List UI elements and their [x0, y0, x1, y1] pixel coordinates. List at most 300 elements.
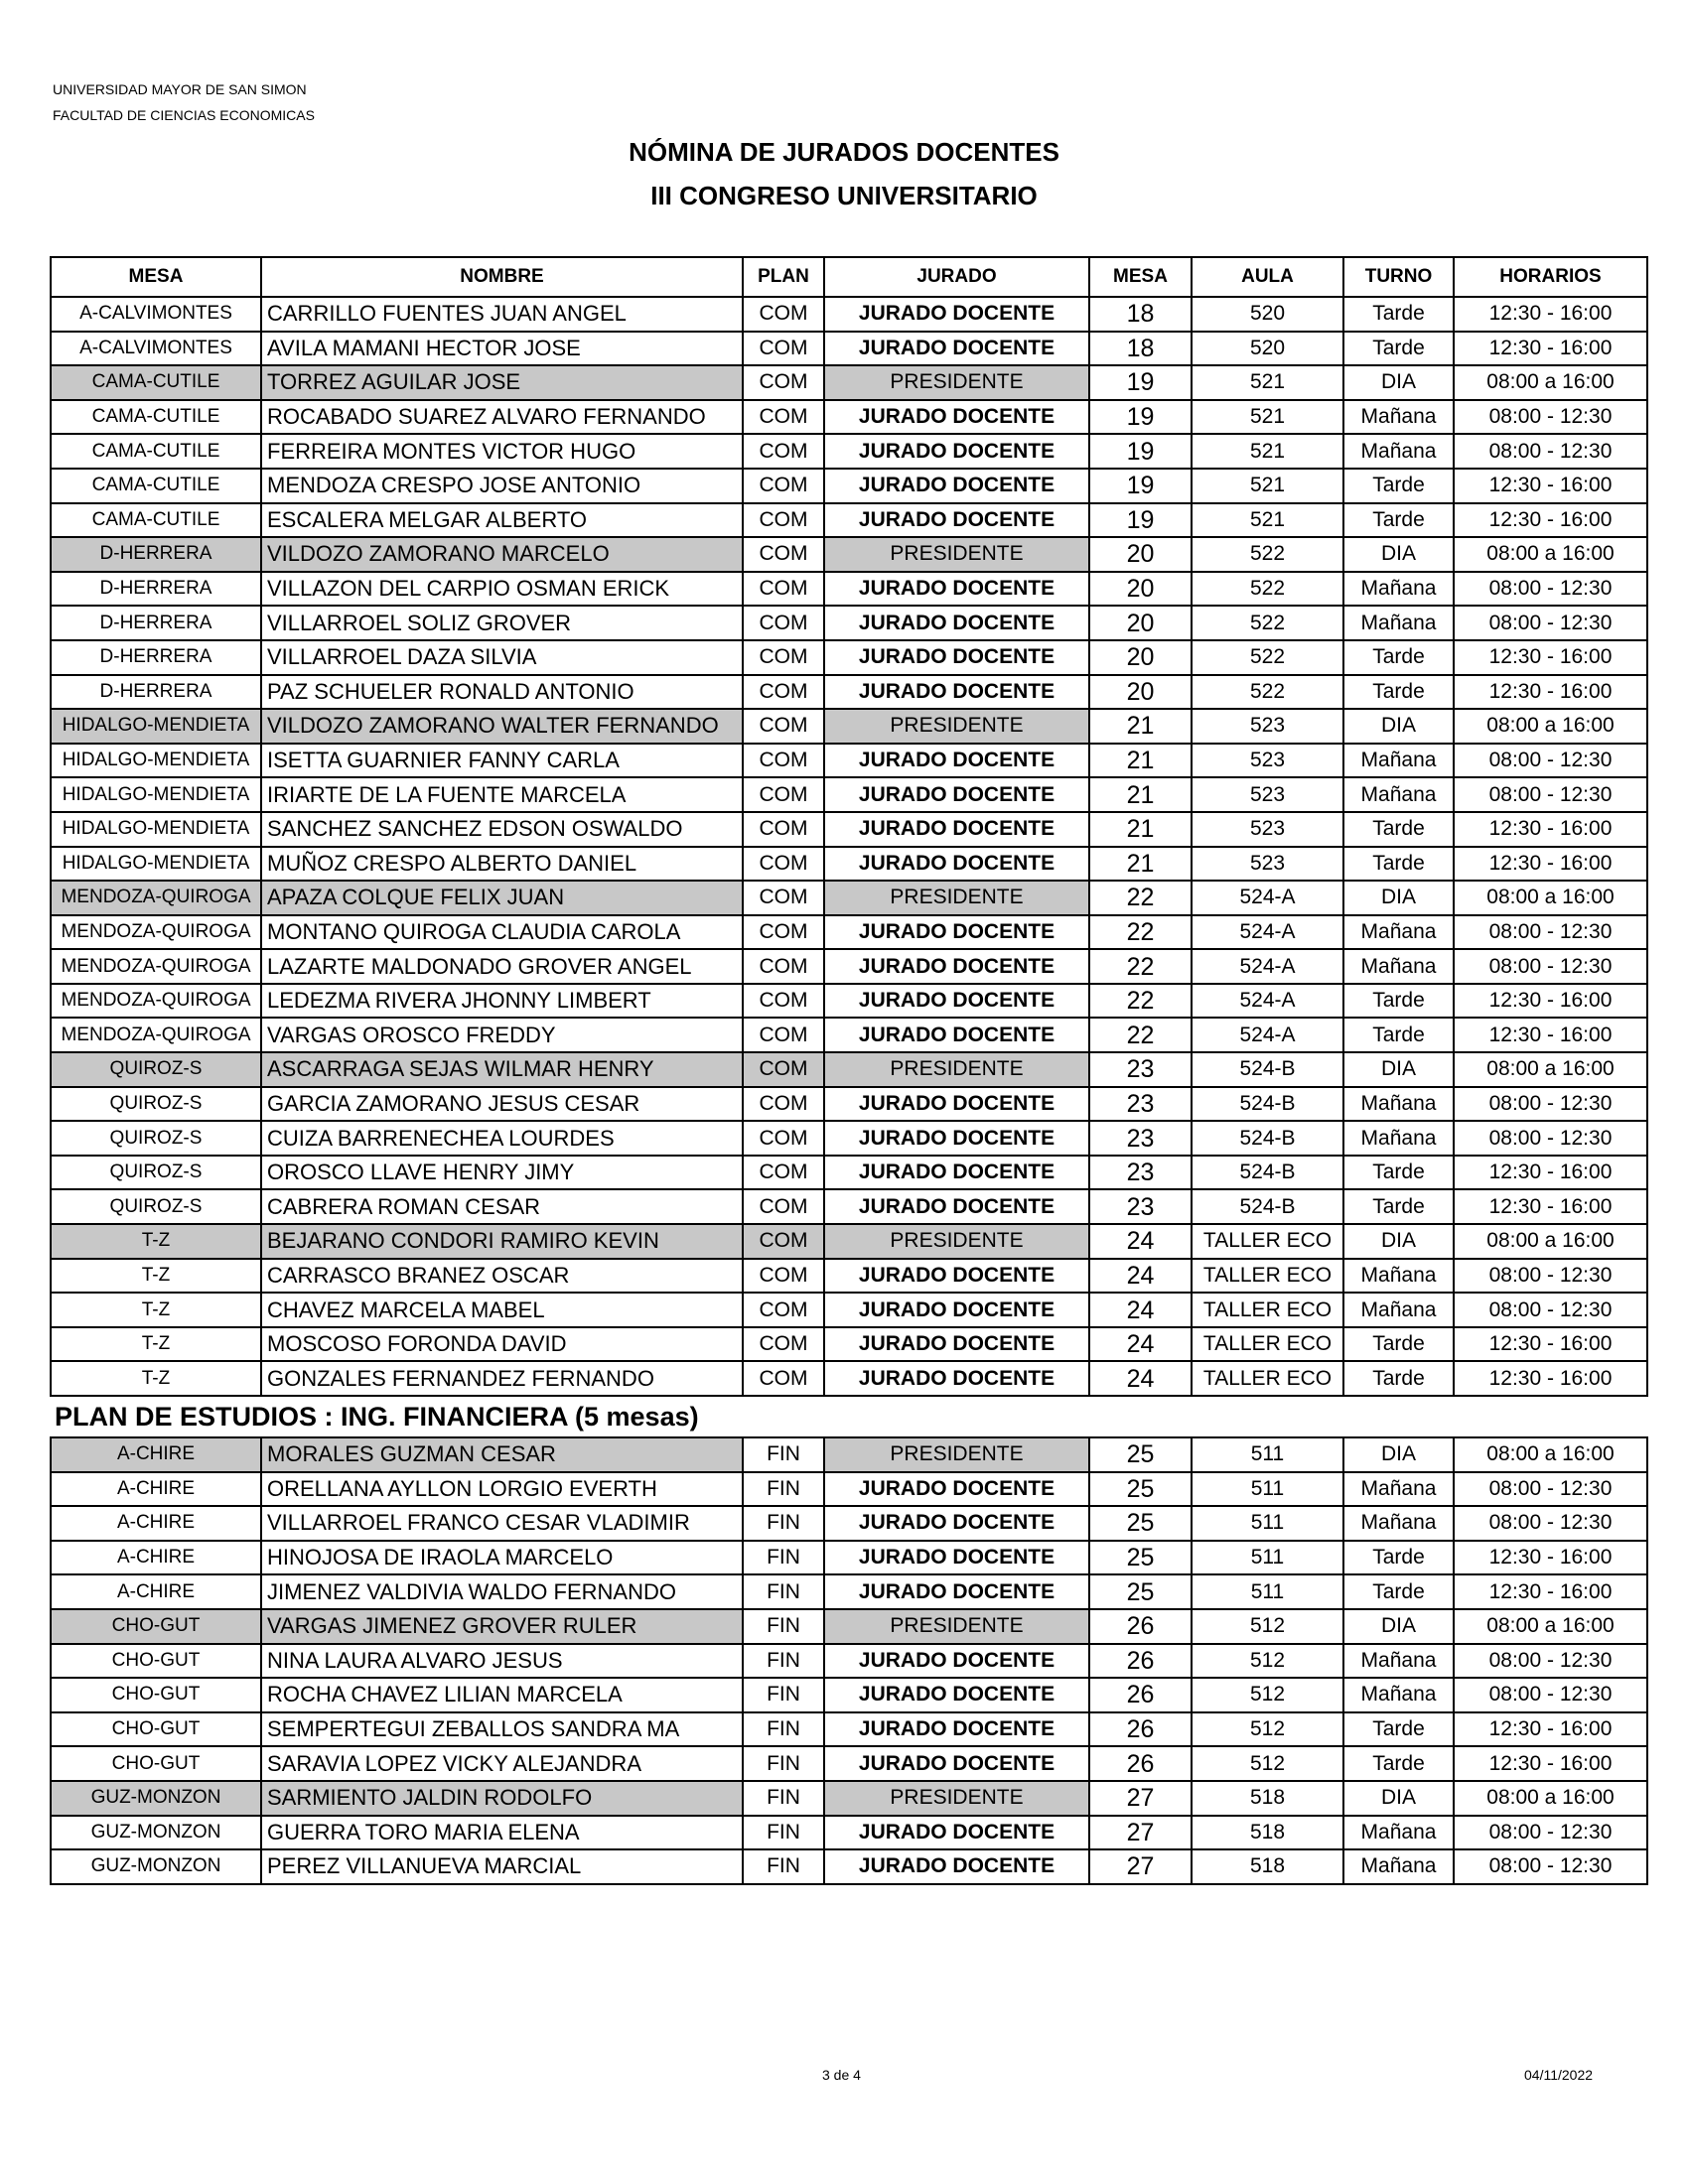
horario-cell: 08:00 - 12:30: [1454, 1678, 1647, 1712]
nombre-cell: VILLARROEL DAZA SILVIA: [261, 640, 743, 675]
horario-cell: 08:00 - 12:30: [1454, 1472, 1647, 1507]
jurados-table: [50, 256, 1648, 1885]
aula-cell: 518: [1192, 1781, 1343, 1816]
jurado-cell: JURADO DOCENTE: [824, 297, 1089, 332]
mesa-cell: D-HERRERA: [51, 640, 261, 675]
horario-cell: 12:30 - 16:00: [1454, 332, 1647, 366]
horario-cell: 08:00 a 16:00: [1454, 881, 1647, 915]
aula-cell: 521: [1192, 503, 1343, 538]
nombre-cell: VILLARROEL FRANCO CESAR VLADIMIR: [261, 1506, 743, 1541]
table-row: [51, 503, 1647, 538]
mesa-number-cell: 18: [1089, 297, 1192, 332]
jurado-cell: JURADO DOCENTE: [824, 1506, 1089, 1541]
turno-cell: Mañana: [1343, 744, 1454, 778]
turno-cell: Tarde: [1343, 1156, 1454, 1190]
plan-cell: COM: [743, 709, 824, 744]
horario-cell: 08:00 a 16:00: [1454, 709, 1647, 744]
nombre-cell: OROSCO LLAVE HENRY JIMY: [261, 1156, 743, 1190]
plan-cell: COM: [743, 915, 824, 950]
mesa-cell: GUZ-MONZON: [51, 1849, 261, 1884]
plan-cell: COM: [743, 365, 824, 400]
turno-cell: Tarde: [1343, 1574, 1454, 1609]
plan-cell: FIN: [743, 1541, 824, 1575]
mesa-cell: QUIROZ-S: [51, 1087, 261, 1122]
nombre-cell: LAZARTE MALDONADO GROVER ANGEL: [261, 949, 743, 984]
institution-name: UNIVERSIDAD MAYOR DE SAN SIMON: [53, 81, 307, 97]
mesa-cell: GUZ-MONZON: [51, 1816, 261, 1850]
aula-cell: 511: [1192, 1541, 1343, 1575]
aula-cell: 511: [1192, 1574, 1343, 1609]
plan-cell: COM: [743, 400, 824, 435]
jurado-cell: JURADO DOCENTE: [824, 1678, 1089, 1712]
table-row: [51, 984, 1647, 1019]
horario-cell: 08:00 - 12:30: [1454, 915, 1647, 950]
aula-cell: 524-A: [1192, 1018, 1343, 1052]
turno-cell: Mañana: [1343, 1506, 1454, 1541]
plan-cell: FIN: [743, 1609, 824, 1644]
aula-cell: 512: [1192, 1609, 1343, 1644]
mesa-number-cell: 26: [1089, 1746, 1192, 1781]
turno-cell: DIA: [1343, 1609, 1454, 1644]
nombre-cell: CARRASCO BRANEZ OSCAR: [261, 1259, 743, 1294]
plan-cell: COM: [743, 847, 824, 882]
plan-cell: FIN: [743, 1644, 824, 1679]
nombre-cell: SARAVIA LOPEZ VICKY ALEJANDRA: [261, 1746, 743, 1781]
mesa-cell: D-HERRERA: [51, 537, 261, 572]
jurado-cell: PRESIDENTE: [824, 709, 1089, 744]
jurado-cell: JURADO DOCENTE: [824, 503, 1089, 538]
plan-cell: FIN: [743, 1816, 824, 1850]
nombre-cell: MENDOZA CRESPO JOSE ANTONIO: [261, 469, 743, 503]
mesa-cell: CHO-GUT: [51, 1746, 261, 1781]
horario-cell: 08:00 - 12:30: [1454, 434, 1647, 469]
table-row: [51, 572, 1647, 607]
turno-cell: Mañana: [1343, 777, 1454, 812]
table-row: [51, 1506, 1647, 1541]
jurado-cell: PRESIDENTE: [824, 1224, 1089, 1259]
horario-cell: 08:00 - 12:30: [1454, 949, 1647, 984]
horario-cell: 08:00 a 16:00: [1454, 1437, 1647, 1472]
mesa-number-cell: 20: [1089, 572, 1192, 607]
turno-cell: Tarde: [1343, 297, 1454, 332]
horario-cell: 08:00 - 12:30: [1454, 1121, 1647, 1156]
mesa-number-cell: 23: [1089, 1189, 1192, 1224]
nombre-cell: MOSCOSO FORONDA DAVID: [261, 1327, 743, 1362]
jurado-cell: JURADO DOCENTE: [824, 1259, 1089, 1294]
turno-cell: DIA: [1343, 1437, 1454, 1472]
horario-cell: 12:30 - 16:00: [1454, 1156, 1647, 1190]
nombre-cell: MUÑOZ CRESPO ALBERTO DANIEL: [261, 847, 743, 882]
jurado-cell: JURADO DOCENTE: [824, 1644, 1089, 1679]
column-header: AULA: [1192, 257, 1343, 297]
aula-cell: 512: [1192, 1746, 1343, 1781]
aula-cell: 518: [1192, 1816, 1343, 1850]
column-header: MESA: [1089, 257, 1192, 297]
nombre-cell: VILLAZON DEL CARPIO OSMAN ERICK: [261, 572, 743, 607]
horario-cell: 08:00 - 12:30: [1454, 1849, 1647, 1884]
plan-cell: COM: [743, 949, 824, 984]
mesa-cell: QUIROZ-S: [51, 1121, 261, 1156]
table-row: [51, 1541, 1647, 1575]
mesa-number-cell: 20: [1089, 606, 1192, 640]
horario-cell: 08:00 - 12:30: [1454, 744, 1647, 778]
column-header: MESA: [51, 257, 261, 297]
mesa-number-cell: 26: [1089, 1609, 1192, 1644]
table-row: [51, 847, 1647, 882]
page-number: 3 de 4: [822, 2067, 861, 2083]
jurado-cell: JURADO DOCENTE: [824, 1018, 1089, 1052]
mesa-cell: MENDOZA-QUIROGA: [51, 949, 261, 984]
aula-cell: 523: [1192, 847, 1343, 882]
mesa-number-cell: 19: [1089, 400, 1192, 435]
table-row: [51, 1574, 1647, 1609]
horario-cell: 12:30 - 16:00: [1454, 469, 1647, 503]
aula-cell: 524-B: [1192, 1121, 1343, 1156]
jurado-cell: JURADO DOCENTE: [824, 1121, 1089, 1156]
aula-cell: TALLER ECO: [1192, 1293, 1343, 1327]
horario-cell: 08:00 - 12:30: [1454, 1259, 1647, 1294]
mesa-number-cell: 19: [1089, 365, 1192, 400]
mesa-cell: HIDALGO-MENDIETA: [51, 812, 261, 847]
aula-cell: 522: [1192, 675, 1343, 710]
mesa-cell: CAMA-CUTILE: [51, 503, 261, 538]
mesa-number-cell: 18: [1089, 332, 1192, 366]
mesa-number-cell: 27: [1089, 1816, 1192, 1850]
column-header: JURADO: [824, 257, 1089, 297]
mesa-cell: D-HERRERA: [51, 675, 261, 710]
turno-cell: Mañana: [1343, 1121, 1454, 1156]
jurado-cell: JURADO DOCENTE: [824, 777, 1089, 812]
mesa-number-cell: 24: [1089, 1224, 1192, 1259]
mesa-number-cell: 20: [1089, 675, 1192, 710]
section-title: PLAN DE ESTUDIOS : ING. FINANCIERA (5 mesas): [51, 1396, 1647, 1437]
nombre-cell: SEMPERTEGUI ZEBALLOS SANDRA MA: [261, 1712, 743, 1747]
plan-cell: COM: [743, 537, 824, 572]
jurado-cell: JURADO DOCENTE: [824, 1293, 1089, 1327]
horario-cell: 12:30 - 16:00: [1454, 297, 1647, 332]
plan-cell: COM: [743, 1156, 824, 1190]
horario-cell: 12:30 - 16:00: [1454, 640, 1647, 675]
turno-cell: Mañana: [1343, 1472, 1454, 1507]
jurado-cell: JURADO DOCENTE: [824, 606, 1089, 640]
turno-cell: Mañana: [1343, 434, 1454, 469]
section-row: [51, 1396, 1647, 1437]
jurado-cell: JURADO DOCENTE: [824, 1541, 1089, 1575]
mesa-cell: T-Z: [51, 1361, 261, 1396]
nombre-cell: BEJARANO CONDORI RAMIRO KEVIN: [261, 1224, 743, 1259]
table-row: [51, 1087, 1647, 1122]
mesa-cell: MENDOZA-QUIROGA: [51, 984, 261, 1019]
aula-cell: 524-A: [1192, 949, 1343, 984]
turno-cell: Mañana: [1343, 1087, 1454, 1122]
mesa-number-cell: 27: [1089, 1849, 1192, 1884]
nombre-cell: MONTANO QUIROGA CLAUDIA CAROLA: [261, 915, 743, 950]
nombre-cell: GARCIA ZAMORANO JESUS CESAR: [261, 1087, 743, 1122]
turno-cell: Mañana: [1343, 1678, 1454, 1712]
jurado-cell: PRESIDENTE: [824, 1781, 1089, 1816]
horario-cell: 08:00 a 16:00: [1454, 537, 1647, 572]
nombre-cell: PEREZ VILLANUEVA MARCIAL: [261, 1849, 743, 1884]
table-row: [51, 1259, 1647, 1294]
horario-cell: 12:30 - 16:00: [1454, 1189, 1647, 1224]
table-row: [51, 1678, 1647, 1712]
mesa-cell: A-CHIRE: [51, 1541, 261, 1575]
plan-cell: COM: [743, 1361, 824, 1396]
nombre-cell: ASCARRAGA SEJAS WILMAR HENRY: [261, 1052, 743, 1087]
horario-cell: 12:30 - 16:00: [1454, 503, 1647, 538]
turno-cell: Tarde: [1343, 1327, 1454, 1362]
mesa-cell: HIDALGO-MENDIETA: [51, 777, 261, 812]
plan-cell: COM: [743, 572, 824, 607]
horario-cell: 08:00 - 12:30: [1454, 1087, 1647, 1122]
aula-cell: 524-A: [1192, 984, 1343, 1019]
table-row: [51, 709, 1647, 744]
mesa-cell: HIDALGO-MENDIETA: [51, 744, 261, 778]
turno-cell: Tarde: [1343, 675, 1454, 710]
mesa-cell: HIDALGO-MENDIETA: [51, 709, 261, 744]
aula-cell: 524-A: [1192, 915, 1343, 950]
plan-cell: COM: [743, 503, 824, 538]
section-fin: [51, 1396, 1647, 1437]
nombre-cell: NINA LAURA ALVARO JESUS: [261, 1644, 743, 1679]
nombre-cell: SARMIENTO JALDIN RODOLFO: [261, 1781, 743, 1816]
mesa-number-cell: 19: [1089, 469, 1192, 503]
nombre-cell: SANCHEZ SANCHEZ EDSON OSWALDO: [261, 812, 743, 847]
plan-cell: COM: [743, 1189, 824, 1224]
table-row: [51, 1781, 1647, 1816]
jurado-cell: JURADO DOCENTE: [824, 847, 1089, 882]
plan-cell: COM: [743, 1121, 824, 1156]
plan-cell: COM: [743, 1052, 824, 1087]
plan-cell: FIN: [743, 1437, 824, 1472]
jurado-cell: JURADO DOCENTE: [824, 469, 1089, 503]
horario-cell: 08:00 - 12:30: [1454, 1506, 1647, 1541]
jurado-cell: PRESIDENTE: [824, 1609, 1089, 1644]
table-row: [51, 675, 1647, 710]
table-row: [51, 400, 1647, 435]
nombre-cell: PAZ SCHUELER RONALD ANTONIO: [261, 675, 743, 710]
fin-rows: [51, 1437, 1647, 1884]
turno-cell: Tarde: [1343, 984, 1454, 1019]
nombre-cell: ORELLANA AYLLON LORGIO EVERTH: [261, 1472, 743, 1507]
mesa-cell: CHO-GUT: [51, 1712, 261, 1747]
plan-cell: FIN: [743, 1678, 824, 1712]
table-row: [51, 949, 1647, 984]
turno-cell: DIA: [1343, 537, 1454, 572]
aula-cell: 524-B: [1192, 1189, 1343, 1224]
jurado-cell: JURADO DOCENTE: [824, 984, 1089, 1019]
horario-cell: 08:00 a 16:00: [1454, 1609, 1647, 1644]
plan-cell: COM: [743, 606, 824, 640]
plan-cell: COM: [743, 881, 824, 915]
jurado-cell: PRESIDENTE: [824, 881, 1089, 915]
mesa-number-cell: 23: [1089, 1052, 1192, 1087]
jurado-cell: JURADO DOCENTE: [824, 744, 1089, 778]
table-row: [51, 1849, 1647, 1884]
jurado-cell: JURADO DOCENTE: [824, 332, 1089, 366]
plan-cell: COM: [743, 1224, 824, 1259]
jurado-cell: JURADO DOCENTE: [824, 1816, 1089, 1850]
turno-cell: Tarde: [1343, 847, 1454, 882]
mesa-cell: A-CALVIMONTES: [51, 332, 261, 366]
aula-cell: 522: [1192, 640, 1343, 675]
jurado-cell: JURADO DOCENTE: [824, 1327, 1089, 1362]
aula-cell: 523: [1192, 709, 1343, 744]
mesa-cell: GUZ-MONZON: [51, 1781, 261, 1816]
plan-cell: FIN: [743, 1746, 824, 1781]
mesa-cell: A-CHIRE: [51, 1506, 261, 1541]
turno-cell: Tarde: [1343, 503, 1454, 538]
turno-cell: DIA: [1343, 1781, 1454, 1816]
jurado-cell: PRESIDENTE: [824, 537, 1089, 572]
table-row: [51, 297, 1647, 332]
horario-cell: 12:30 - 16:00: [1454, 984, 1647, 1019]
jurado-cell: JURADO DOCENTE: [824, 915, 1089, 950]
turno-cell: Tarde: [1343, 1361, 1454, 1396]
nombre-cell: VILLARROEL SOLIZ GROVER: [261, 606, 743, 640]
aula-cell: 521: [1192, 400, 1343, 435]
mesa-cell: D-HERRERA: [51, 572, 261, 607]
nombre-cell: CARRILLO FUENTES JUAN ANGEL: [261, 297, 743, 332]
nombre-cell: JIMENEZ VALDIVIA WALDO FERNANDO: [261, 1574, 743, 1609]
mesa-number-cell: 20: [1089, 537, 1192, 572]
horario-cell: 08:00 - 12:30: [1454, 606, 1647, 640]
table-row: [51, 812, 1647, 847]
nombre-cell: VILDOZO ZAMORANO MARCELO: [261, 537, 743, 572]
table-row: [51, 777, 1647, 812]
turno-cell: Mañana: [1343, 1644, 1454, 1679]
aula-cell: 523: [1192, 812, 1343, 847]
horario-cell: 08:00 - 12:30: [1454, 1293, 1647, 1327]
table-row: [51, 1816, 1647, 1850]
turno-cell: DIA: [1343, 1224, 1454, 1259]
plan-cell: FIN: [743, 1781, 824, 1816]
nombre-cell: ROCHA CHAVEZ LILIAN MARCELA: [261, 1678, 743, 1712]
column-header: NOMBRE: [261, 257, 743, 297]
plan-cell: COM: [743, 469, 824, 503]
table-row: [51, 1189, 1647, 1224]
aula-cell: 524-B: [1192, 1052, 1343, 1087]
plan-cell: COM: [743, 1327, 824, 1362]
nombre-cell: HINOJOSA DE IRAOLA MARCELO: [261, 1541, 743, 1575]
aula-cell: 523: [1192, 744, 1343, 778]
mesa-cell: A-CHIRE: [51, 1574, 261, 1609]
mesa-number-cell: 23: [1089, 1087, 1192, 1122]
table-row: [51, 1156, 1647, 1190]
mesa-cell: CAMA-CUTILE: [51, 365, 261, 400]
turno-cell: Mañana: [1343, 606, 1454, 640]
aula-cell: 523: [1192, 777, 1343, 812]
column-header: PLAN: [743, 257, 824, 297]
mesa-number-cell: 23: [1089, 1121, 1192, 1156]
plan-cell: FIN: [743, 1472, 824, 1507]
jurado-cell: JURADO DOCENTE: [824, 675, 1089, 710]
aula-cell: 512: [1192, 1644, 1343, 1679]
table-row: [51, 1437, 1647, 1472]
plan-cell: COM: [743, 744, 824, 778]
aula-cell: 522: [1192, 537, 1343, 572]
page-subtitle: III CONGRESO UNIVERSITARIO: [650, 181, 1038, 210]
table-row: [51, 1052, 1647, 1087]
horario-cell: 12:30 - 16:00: [1454, 1361, 1647, 1396]
horario-cell: 08:00 - 12:30: [1454, 777, 1647, 812]
turno-cell: Tarde: [1343, 640, 1454, 675]
mesa-number-cell: 24: [1089, 1361, 1192, 1396]
mesa-number-cell: 25: [1089, 1541, 1192, 1575]
aula-cell: 522: [1192, 606, 1343, 640]
plan-cell: FIN: [743, 1849, 824, 1884]
mesa-cell: T-Z: [51, 1293, 261, 1327]
mesa-number-cell: 26: [1089, 1644, 1192, 1679]
horario-cell: 08:00 - 12:30: [1454, 1816, 1647, 1850]
nombre-cell: GONZALES FERNANDEZ FERNANDO: [261, 1361, 743, 1396]
mesa-cell: MENDOZA-QUIROGA: [51, 915, 261, 950]
turno-cell: Mañana: [1343, 572, 1454, 607]
jurado-cell: PRESIDENTE: [824, 365, 1089, 400]
horario-cell: 12:30 - 16:00: [1454, 812, 1647, 847]
table-row: [51, 1609, 1647, 1644]
mesa-number-cell: 21: [1089, 744, 1192, 778]
horario-cell: 12:30 - 16:00: [1454, 1746, 1647, 1781]
jurado-cell: JURADO DOCENTE: [824, 640, 1089, 675]
horario-cell: 12:30 - 16:00: [1454, 847, 1647, 882]
jurado-cell: JURADO DOCENTE: [824, 812, 1089, 847]
turno-cell: Tarde: [1343, 1712, 1454, 1747]
plan-cell: FIN: [743, 1506, 824, 1541]
table-row: [51, 1327, 1647, 1362]
table-row: [51, 1712, 1647, 1747]
turno-cell: Tarde: [1343, 332, 1454, 366]
nombre-cell: MORALES GUZMAN CESAR: [261, 1437, 743, 1472]
nombre-cell: VARGAS JIMENEZ GROVER RULER: [261, 1609, 743, 1644]
mesa-number-cell: 22: [1089, 881, 1192, 915]
mesa-cell: CAMA-CUTILE: [51, 469, 261, 503]
nombre-cell: VARGAS OROSCO FREDDY: [261, 1018, 743, 1052]
plan-cell: FIN: [743, 1574, 824, 1609]
jurado-cell: JURADO DOCENTE: [824, 1156, 1089, 1190]
nombre-cell: LEDEZMA RIVERA JHONNY LIMBERT: [261, 984, 743, 1019]
plan-cell: COM: [743, 332, 824, 366]
mesa-cell: CHO-GUT: [51, 1609, 261, 1644]
table-row: [51, 1746, 1647, 1781]
nombre-cell: IRIARTE DE LA FUENTE MARCELA: [261, 777, 743, 812]
turno-cell: Mañana: [1343, 1849, 1454, 1884]
table-row: [51, 332, 1647, 366]
mesa-number-cell: 21: [1089, 812, 1192, 847]
mesa-cell: T-Z: [51, 1224, 261, 1259]
page-title: NÓMINA DE JURADOS DOCENTES: [629, 137, 1059, 167]
nombre-cell: APAZA COLQUE FELIX JUAN: [261, 881, 743, 915]
aula-cell: 520: [1192, 297, 1343, 332]
horario-cell: 08:00 - 12:30: [1454, 400, 1647, 435]
plan-cell: COM: [743, 1087, 824, 1122]
aula-cell: TALLER ECO: [1192, 1224, 1343, 1259]
table-row: [51, 881, 1647, 915]
mesa-cell: MENDOZA-QUIROGA: [51, 881, 261, 915]
aula-cell: 512: [1192, 1712, 1343, 1747]
plan-cell: COM: [743, 675, 824, 710]
aula-cell: 521: [1192, 469, 1343, 503]
table-row: [51, 1224, 1647, 1259]
mesa-number-cell: 19: [1089, 434, 1192, 469]
jurado-cell: JURADO DOCENTE: [824, 434, 1089, 469]
mesa-cell: MENDOZA-QUIROGA: [51, 1018, 261, 1052]
table-row: [51, 640, 1647, 675]
nombre-cell: FERREIRA MONTES VICTOR HUGO: [261, 434, 743, 469]
turno-cell: DIA: [1343, 1052, 1454, 1087]
nombre-cell: ESCALERA MELGAR ALBERTO: [261, 503, 743, 538]
table-row: [51, 434, 1647, 469]
